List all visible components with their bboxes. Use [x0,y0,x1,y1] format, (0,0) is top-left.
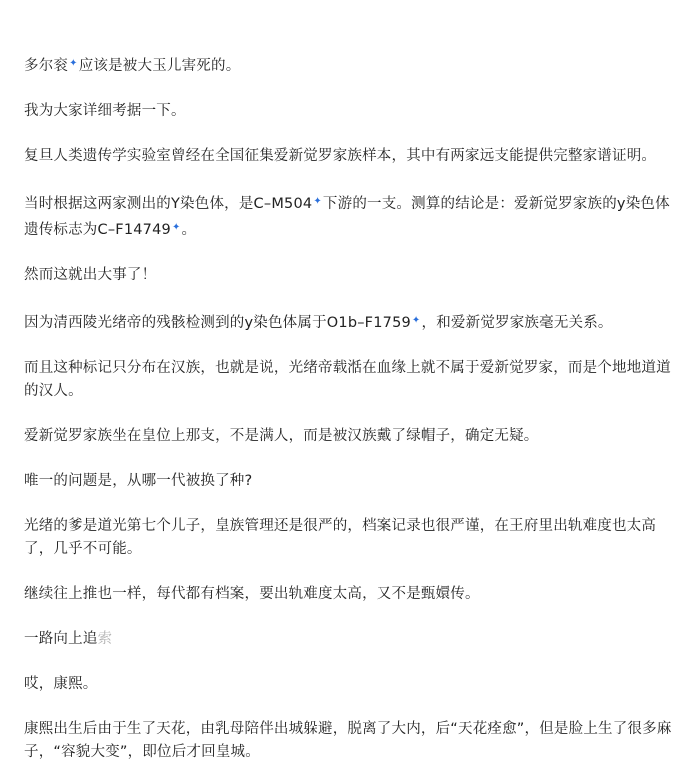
paragraph-14: 康熙出生后由于生了天花，由乳母陪伴出城躲避，脱离了大内，后“天花痊愈”，但是脸上生了很多麻子，“容貌大变”，即位后才回皇城。 [24,721,672,760]
paragraph-12-text-faded: 索 [97,631,113,647]
paragraph-3: 复旦人类遗传学实验室曾经在全国征集爱新觉罗家族样本，其中有两家远支能提供完整家谱证明。 [24,148,657,164]
paragraph-12 [24,628,672,651]
paragraph-4-text-c: 。 [181,222,197,238]
sparkle-icon[interactable]: ✦ [69,58,78,69]
paragraph-2: 我为大家详细考据一下。 [24,103,186,119]
paragraph-4-text-a: 当时根据这两家测出的Y染色体，是C–M504 [24,196,313,212]
sparkle-icon[interactable]: ✦ [411,315,421,326]
paragraph-7: 而且这种标记只分布在汉族，也就是说，光绪帝载湉在血缘上就不属于爱新觉罗家，而是个地地道道的汉人。 [24,360,671,399]
paragraph-1-text-b: 应该是被大玉儿害死的。 [78,58,241,74]
paragraph-8: 爱新觉罗家族坐在皇位上那支，不是满人，而是被汉族戴了绿帽子，确定无疑。 [24,428,539,444]
sparkle-icon[interactable]: ✦ [171,222,181,233]
paragraph-4 [24,190,672,242]
paragraph-4-text-b: 下游的一支。测算的结论是：爱新觉罗家族的y染色体遗传标志为C–F14749 [24,196,670,238]
paragraph-6 [24,309,672,335]
paragraph-11: 继续往上推也一样，每代都有档案，要出轨难度太高，又不是甄嬛传。 [24,586,480,602]
sparkle-icon[interactable]: ✦ [313,196,322,207]
paragraph-10: 光绪的爹是道光第七个儿子，皇族管理还是很严的，档案记录也很严谨，在王府里出轨难度也太高了，几乎不可能。 [24,518,657,557]
paragraph-1-text-a: 多尔衮 [24,58,69,74]
paragraph-1 [24,52,672,78]
paragraph-5: 然而这就出大事了！ [24,267,157,283]
paragraph-6-text-a: 因为清西陵光绪帝的残骸检测到的y染色体属于O1b–F1759 [24,315,411,331]
paragraph-12-text-a: 一路向上追 [24,631,98,647]
article-body [24,52,672,764]
paragraph-13: 哎，康熙。 [24,676,98,692]
paragraph-6-text-b: ，和爱新觉罗家族毫无关系。 [421,315,613,331]
paragraph-9: 唯一的问题是，从哪一代被换了种? [24,473,253,489]
